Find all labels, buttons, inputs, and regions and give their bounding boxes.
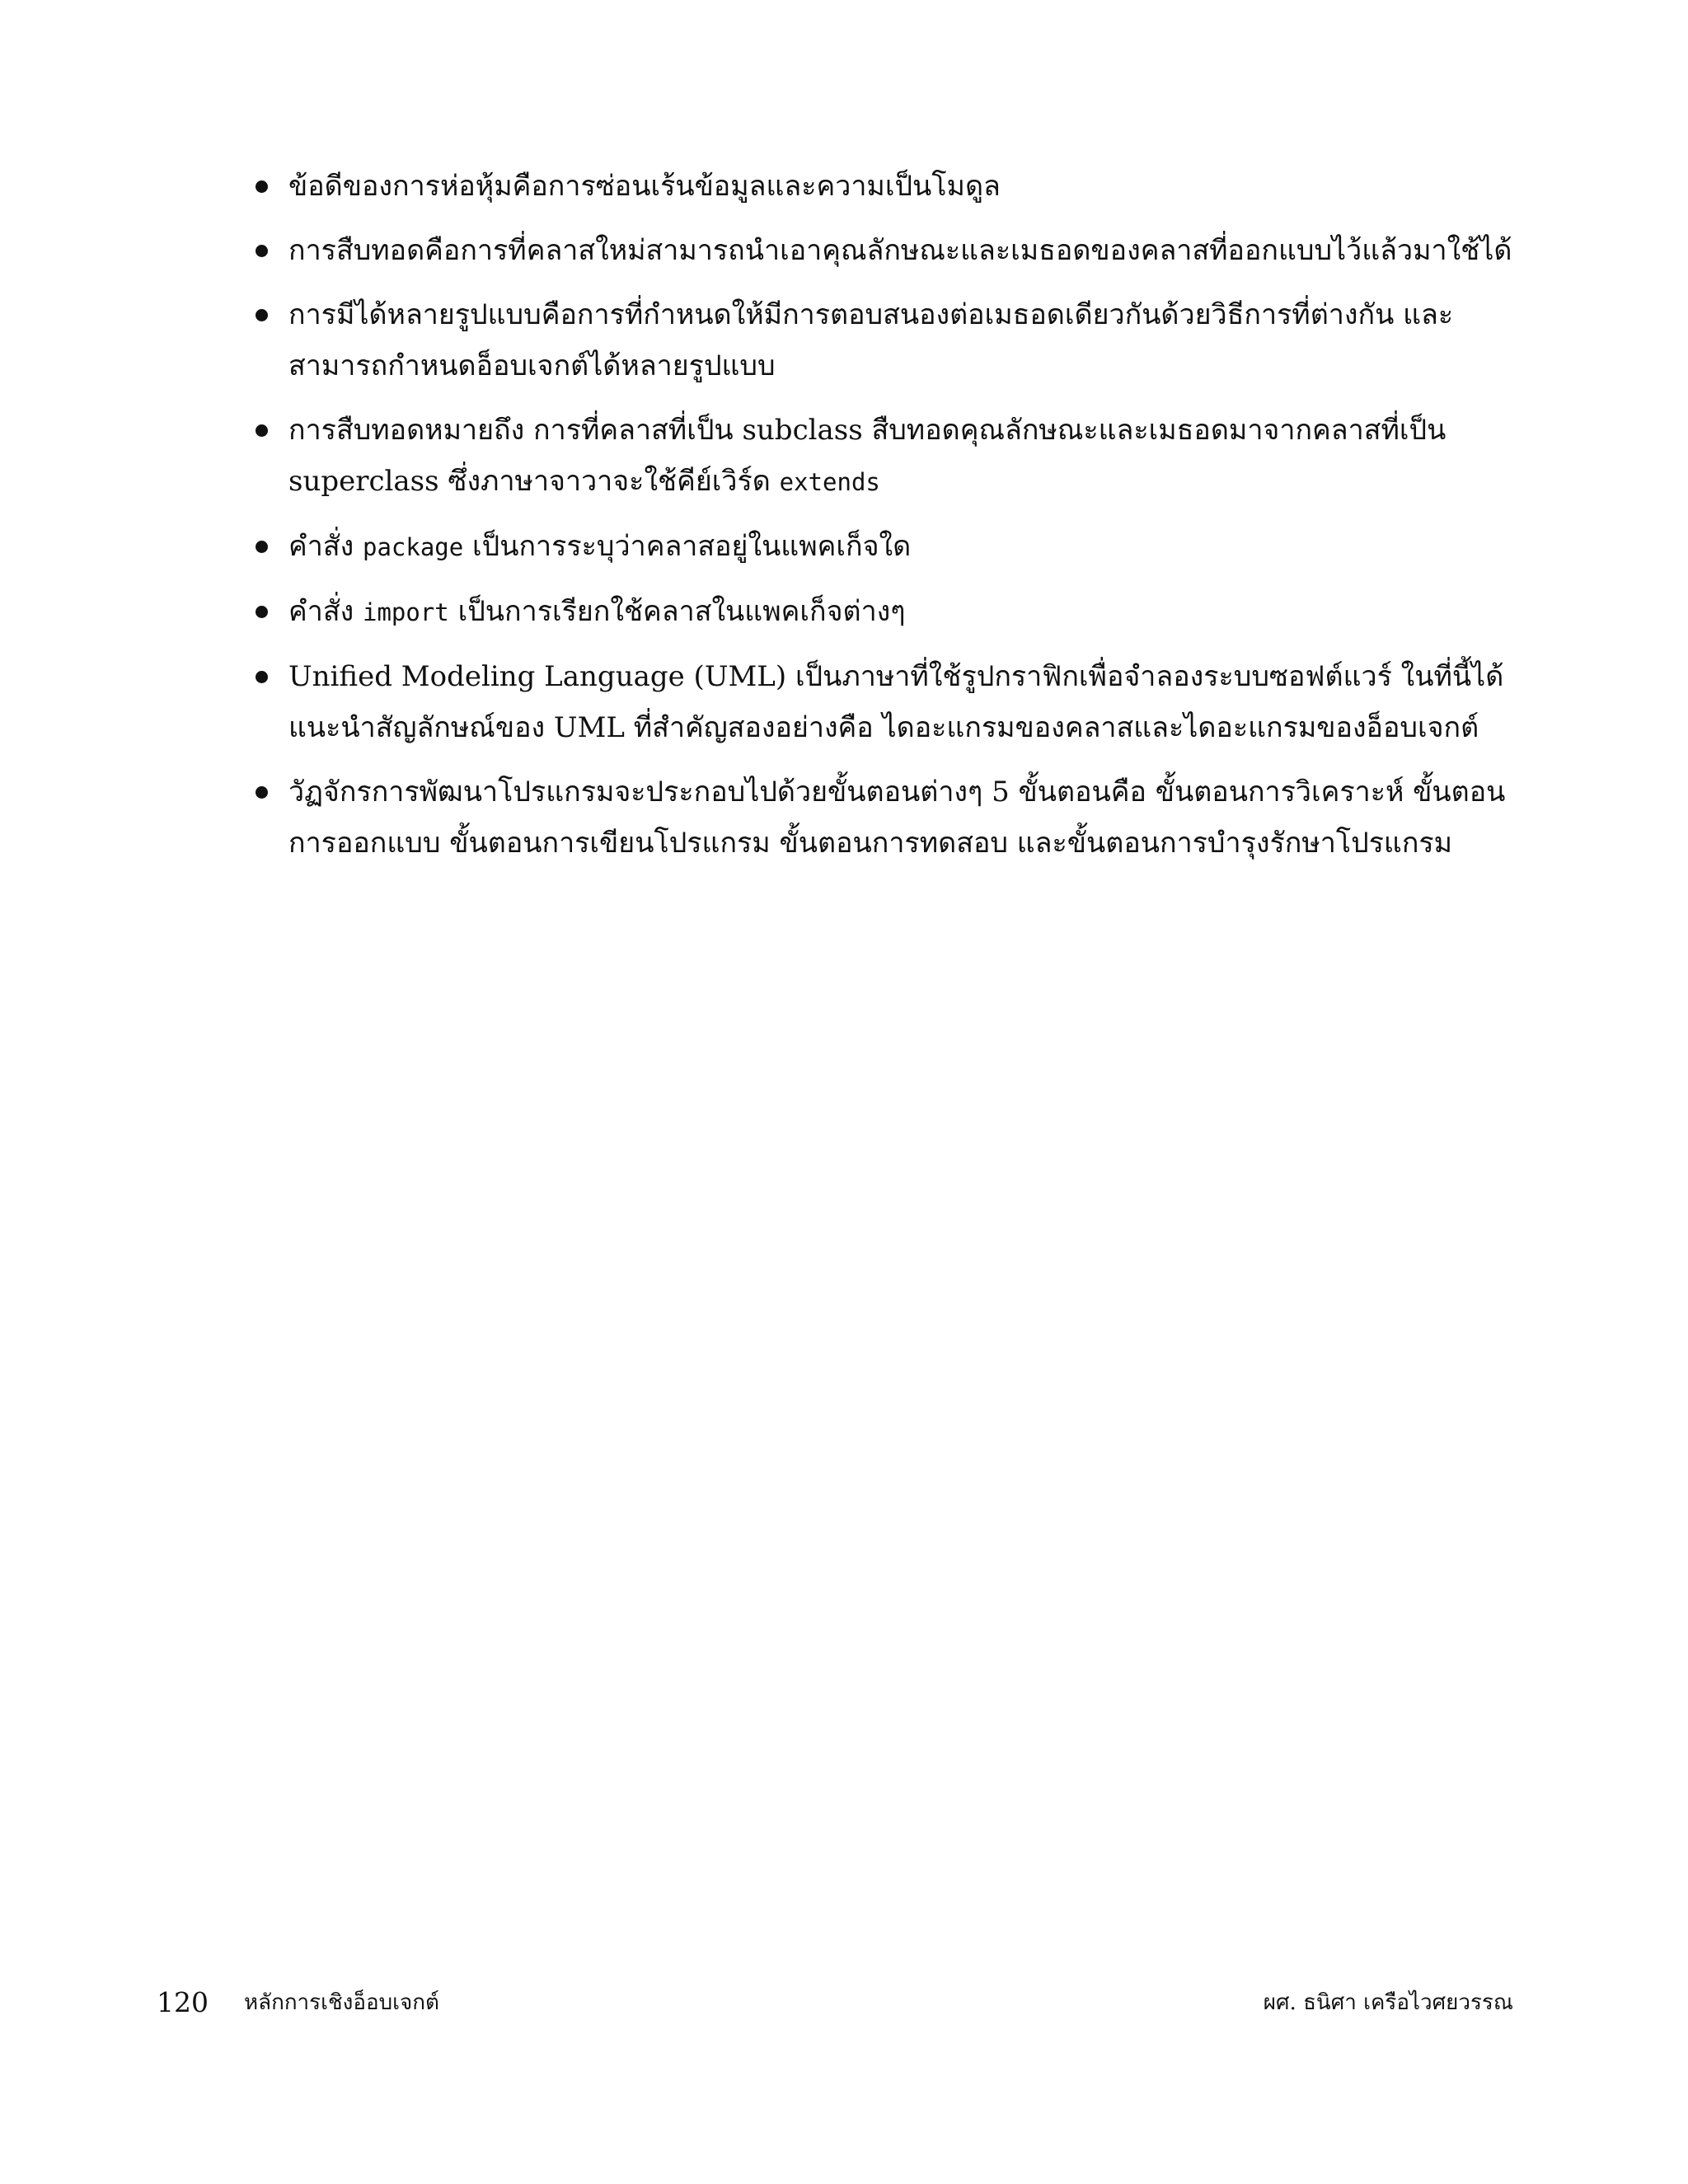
bullet-dot-icon — [256, 245, 268, 257]
bullet-text-segment: เป็นการระบุว่าคลาสอยู่ในแพคเก็จใด — [463, 530, 912, 563]
bullet-item-3 — [256, 289, 1517, 391]
bullet-text-segment: วัฏจักรการพัฒนาโปรแกรมจะประกอบไปด้วยขั้นตอนต่างๆ 5 ขั้นตอนคือ ขั้นตอนการวิเคราะห์ ขั้นตอนการออกแบบ ขั้นตอนการเขียนโปรแกรม ขั้นตอนการทดสอบ และขั้นตอนการบำรุงรักษาโปรแกรม — [288, 776, 1506, 860]
bullet-dot-icon — [256, 786, 268, 799]
bullet-item-5 — [256, 521, 1517, 573]
bullet-text-segment: การสืบทอดหมายถึง การที่คลาสที่เป็น subclass สืบทอดคุณลักษณะและเมธอดมาจากคลาสที่เป็น superclass ซึ่งภาษาจาวาจะใช้คีย์เวิร์ด — [288, 414, 1447, 498]
bullet-item-1 — [256, 161, 1517, 212]
bullet-dot-icon — [256, 309, 268, 321]
bullet-dot-icon — [256, 541, 268, 553]
bullet-text-segment: การสืบทอดคือการที่คลาสใหม่สามารถนำเอาคุณลักษณะและเมธอดของคลาสที่ออกแบบไว้แล้วมาใช้ได้ — [288, 234, 1512, 267]
inline-code-extends: extends — [779, 468, 880, 496]
bullet-dot-icon — [256, 671, 268, 683]
bullet-text — [288, 161, 1517, 212]
inline-code-import: import — [363, 598, 449, 626]
bullet-text-segment: คำสั่ง — [288, 530, 363, 563]
bullet-item-2 — [256, 225, 1517, 276]
bullet-text-segment: Unified Modeling Language (UML) เป็นภาษาที่ใช้รูปกราฟิกเพื่อจำลองระบบซอฟต์แวร์ ในที่นี้ได้แนะนำสัญลักษณ์ของ UML ที่สำคัญสองอย่างคือ ไดอะแกรมของคลาสและไดอะแกรมของอ็อบเจกต์ — [288, 660, 1504, 744]
bullet-text-segment: เป็นการเรียกใช้คลาสในแพคเก็จต่างๆ — [448, 595, 906, 628]
bullet-dot-icon — [256, 606, 268, 618]
bullet-text-segment: การมีได้หลายรูปแบบคือการที่กำหนดให้มีการตอบสนองต่อเมธอดเดียวกันด้วยวิธีการที่ต่างกัน และสามารถกำหนดอ็อบเจกต์ได้หลายรูปแบบ — [288, 298, 1454, 382]
book-title: หลักการเชิงอ็อบเจกต์ — [244, 1990, 439, 2015]
bullet-item-7 — [256, 651, 1517, 753]
summary-bullet-list — [256, 161, 1517, 882]
bullet-item-8 — [256, 766, 1517, 869]
inline-code-package: package — [363, 533, 464, 561]
bullet-item-4 — [256, 405, 1517, 508]
bullet-text — [288, 521, 1517, 573]
bullet-text-segment: คำสั่ง — [288, 595, 363, 628]
bullet-text-segment: ข้อดีของการห่อหุ้มคือการซ่อนเร้นข้อมูลและความเป็นโมดูล — [288, 170, 1001, 203]
bullet-text — [288, 651, 1517, 753]
bullet-text — [288, 225, 1517, 276]
bullet-text — [288, 405, 1517, 508]
bullet-text — [288, 586, 1517, 638]
bullet-dot-icon — [256, 180, 268, 193]
page-number: 120 — [157, 1986, 209, 2018]
bullet-item-6 — [256, 586, 1517, 638]
author-name: ผศ. ธนิศา เครือไวศยวรรณ — [1263, 1990, 1513, 2015]
bullet-text — [288, 766, 1517, 869]
bullet-text — [288, 289, 1517, 391]
page-footer — [0, 1982, 1688, 2023]
bullet-dot-icon — [256, 424, 268, 437]
